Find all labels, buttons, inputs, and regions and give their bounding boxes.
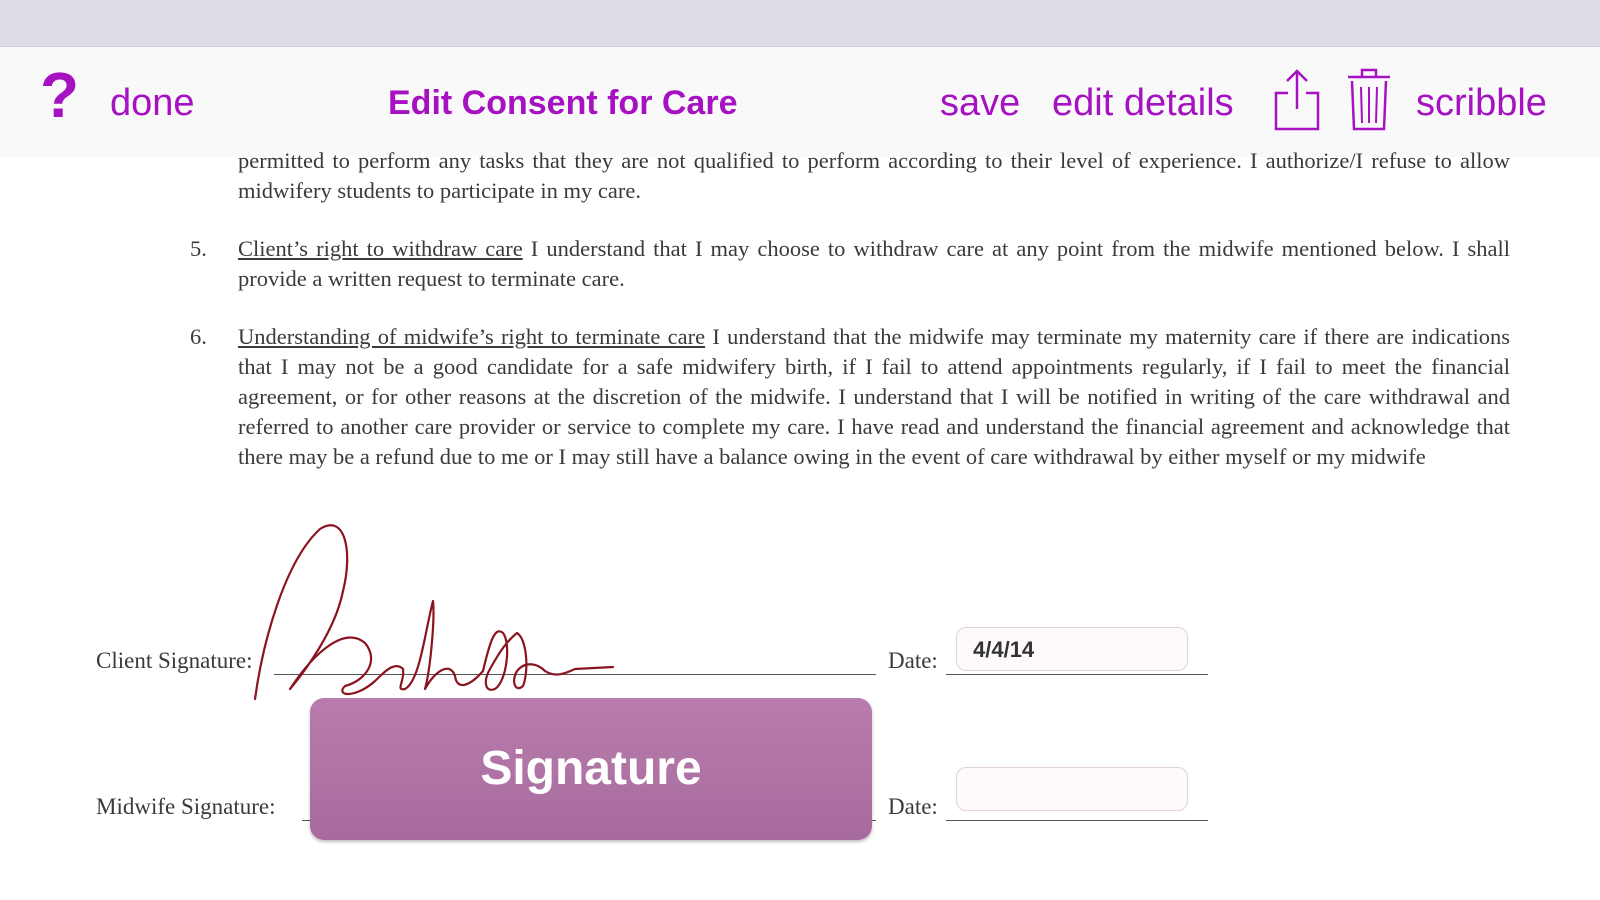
client-date-line bbox=[946, 674, 1208, 675]
item-6-number: 6. bbox=[190, 324, 207, 349]
client-date-field[interactable]: 4/4/14 bbox=[956, 627, 1188, 671]
item-6-heading: Understanding of midwife’s right to terminate care bbox=[238, 324, 706, 349]
save-button[interactable]: save bbox=[940, 82, 1021, 124]
item-6-text: I understand that the midwife may terminate my maternity care if there are indications that I may not be a good candidate for a safe midwifery birth, if I fail to attend appointments regularly, if I fail to meet the financial agreement, or for other reasons at the discretion of the midwife. I understand that I will be notified in writing of the care withdrawal and referred to another care provider or service to complete my care. I have read and understand the financial agreement and acknowledge that there may be a refund due to me or I may still have a balance owing in the event of care withdrawal by either myself or my midwife bbox=[238, 324, 1510, 469]
scribble-button[interactable]: scribble bbox=[1416, 82, 1547, 124]
done-button[interactable]: done bbox=[110, 82, 195, 124]
paragraph-4-tail: permitted to perform any tasks that they are not qualified to perform according to their level of experience. I authorize/I refuse to allow midwifery students to participate in my care. bbox=[238, 148, 1510, 203]
delete-button[interactable] bbox=[1346, 67, 1392, 133]
share-icon bbox=[1272, 67, 1322, 133]
midwife-signature-label: Midwife Signature: bbox=[96, 794, 276, 819]
item-6-paragraph bbox=[238, 322, 1510, 472]
midwife-date-label: Date: bbox=[888, 794, 938, 819]
client-signature-drawing bbox=[245, 521, 625, 711]
item-5-number: 5. bbox=[190, 236, 207, 261]
help-button[interactable]: ? bbox=[40, 59, 80, 131]
midwife-date-field[interactable] bbox=[956, 767, 1188, 811]
share-button[interactable] bbox=[1272, 67, 1322, 133]
page-title: Edit Consent for Care bbox=[388, 84, 738, 122]
edit-details-button[interactable]: edit details bbox=[1052, 82, 1234, 124]
item-5-heading: Client’s right to withdraw care bbox=[238, 236, 523, 261]
trash-icon bbox=[1346, 67, 1392, 133]
navigation-bar bbox=[0, 46, 1600, 157]
midwife-date-line bbox=[946, 820, 1208, 821]
status-bar bbox=[0, 0, 1600, 46]
consent-document bbox=[0, 148, 1600, 900]
item-5-text: I understand that I may choose to withdraw care at any point from the midwife mentioned below. I shall provide a written request to terminate care. bbox=[238, 236, 1510, 291]
signature-button[interactable]: Signature bbox=[310, 698, 872, 840]
client-signature-label: Client Signature: bbox=[96, 648, 253, 673]
client-date-label: Date: bbox=[888, 648, 938, 673]
item-5-paragraph bbox=[238, 234, 1510, 294]
